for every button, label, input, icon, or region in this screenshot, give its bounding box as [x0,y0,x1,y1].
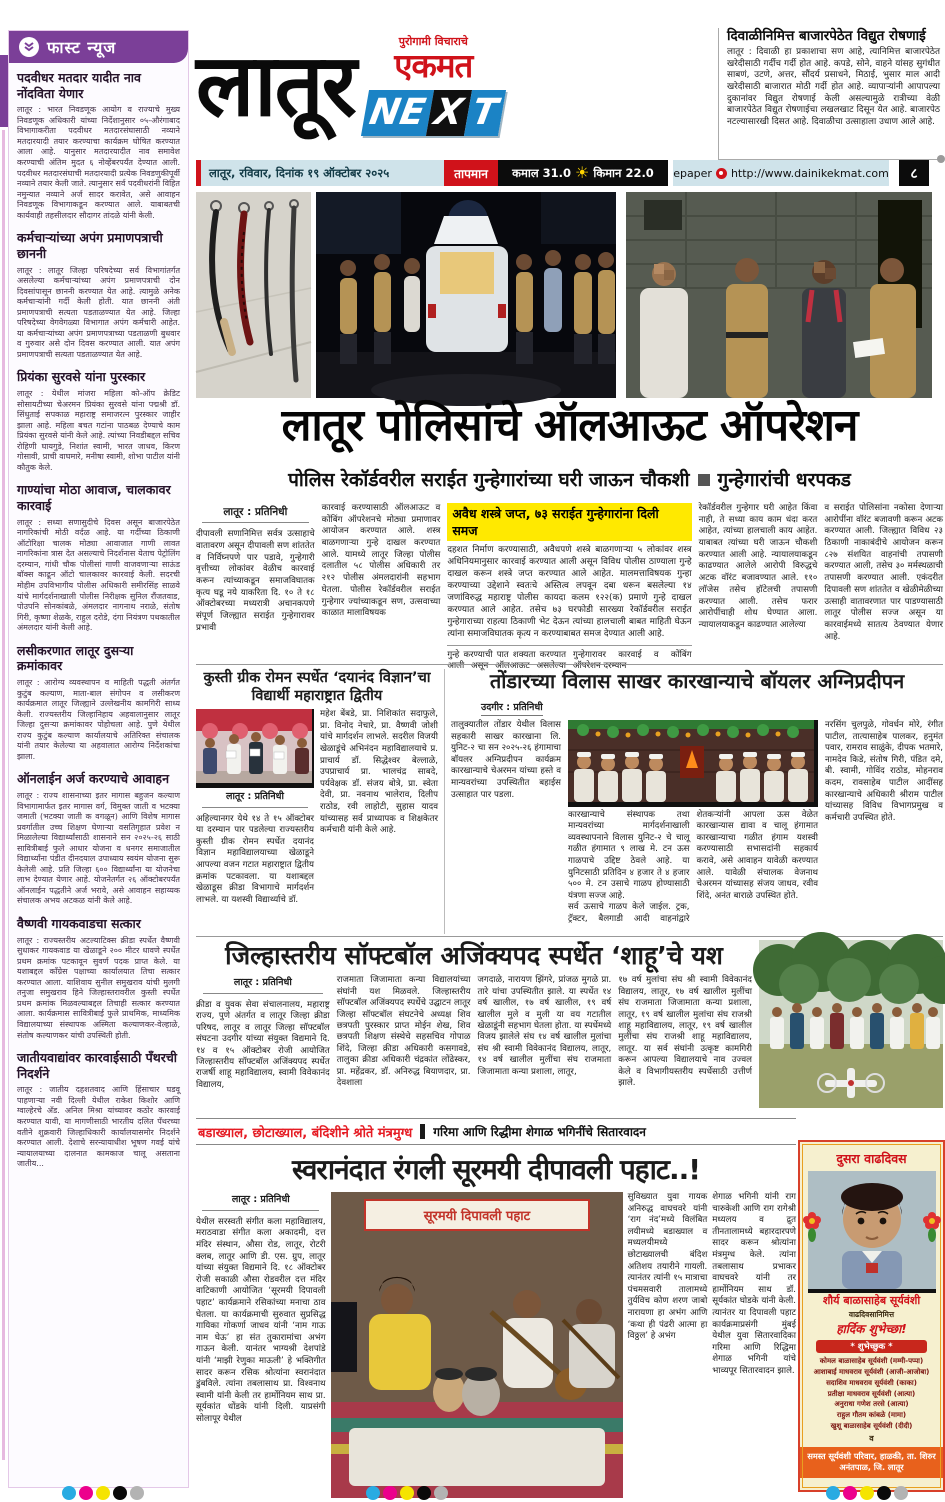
magenta-dot [843,1486,857,1500]
fast-news-item [9,362,188,475]
fast-news-header [9,31,188,63]
softball-col4: १७ वर्ष मुलांचा संघ श्री स्वामी विवेकानंद विद्यालय, लातूर, १७ वर्ष खालील मुलींचा संघ राजमाता जिजामाता कन्या प्रशाला, लातूर, १९ वर्ष खालील मुलांचा संघ राजश्री शाहू महाविद्यालय, लातूर, १९ वर्ष खालील मुलींचा संघ राजश्री शाहू महाविद्यालय, लातूर. या सर्व संघांनी उत्कृष्ट कामगिरी करून आपल्या विद्यालयाचे नाव उज्वल केले व विभागीयस्तरीय स्पर्धेसाठी उत्तीर्ण झाले. [618,975,752,1089]
kicker-black-text: गरिमा आणि रिद्धीमा शेगाळ भगिनींचे सितारवादन [433,1125,646,1139]
softball-col3: जगदाळे, नारायण झिंगरे, प्रांजळ मुगळे प्रा. तारे यांचा उपस्थितीत झाले. या स्पर्धेत १४ वर्ष खालील, १७ वर्ष खालील, १९ वर्ष खालील मुले व मुली या वय गटातील खेळाडूंनी सहभाग घेतला होता. या स्पर्धेमध्ये विजय झालेले संघ १४ वर्ष खालील मुलांचा संघ श्री स्वामी विवेकानंद विद्यालय, लातूर, १४ वर्ष खालील मुलींचा संघ राजमाता जिजामाता कन्या प्रशाला, लातूर, [477,975,612,1077]
main-headline: लातूर पोलिसांचे ऑलआऊट ऑपरेशन [281,400,858,451]
boiler-center-text [568,810,818,926]
brand-block [365,26,502,156]
top-right-article [718,28,942,160]
fast-news-title: फास्ट न्यूज [47,38,117,57]
boiler-col-a: तालुक्यातील तोंडार येथील विलास सहकारी साखर कारखाना लि. युनिट-२ चा सन २०२५-२६ हंगामाचा बॉयलर अग्निप्रदीपन कार्यक्रम कारखान्याचे चेअरमन यांच्या हस्ते व मान्यवरांच्या उपस्थितीत बहाईस उत्साहात पार पडला. [451,720,561,800]
next-logo [361,90,506,136]
main-article-col5: रेकॉर्डवरील गुन्हेगार घरी आहेत किंवा नाही, ते सध्या काय काम धंदा करत आहेत, त्यांच्या हालचाली काय आहेत. याबाबत त्यांच्या घरी जाऊन चौकशी करण्यात आली आहे. न्यायालयाकडून काढण्यात आलेले आरोपी विरुद्धचे अटक वॉरंट बजावण्यात आले. ११० लॉजेस तसेच हॉटेलची तपासणी करण्यात आली. तसेच फरार आरोपींचाही शोध घेण्यात आला. न्यायालयाकडून काढण्यात आलेल्या [698,503,818,630]
boiler-col-d: नरसिंग चुलपुळे, गोवर्धन मोरे, रंगीत पाटील, तात्यासाहेब पालकर, हनुमंत पवार, रामराव साळुंके, दीपक भतमारे, नामदेव किडे, संतोष गिरी, पंडित दमे, बी. स्वामी, गोविंद राठोड, मोहनराव कदम, रावसाहेब पाटील आदींसह कारखान्याचे अधिकारी श्रीराम पाटील यांच्यासह विविध विभागप्रमुख व कर्मचारी उपस्थित होते. [825,720,943,823]
fast-news-item [9,475,188,635]
cyan-dot [62,1486,76,1500]
music-col4: शेगाळ भगिनी यांनी राग चारुकेशी आणि राग रागेश्री मध्यलय व द्रुत तीनतालामध्ये बहारदारपणे सादर करून श्रोत्यांना मंत्रमुग्ध केले. त्यांना तबलासाथ प्रभाकर वाघचवरे यांनी तर हार्मोनियम साथ डॉ. सूर्यकांत घोडके यांनी केली. त्यानंतर या दिपावली पहाट कार्यक्रमाप्रसंगी मुंबई येथील युवा सितारवादिका गरिमा आणि रिद्धिमा शेगाळ भगिनी यांचे भाव्यपूर सितारवादन झाले. [712,1192,797,1376]
fast-news-item [9,223,188,362]
fast-news-item-title: लसीकरणात लातूर दुसऱ्या क्रमांकावर [17,642,134,674]
registration-marks [826,1486,908,1500]
min-temp-label: किमान [593,165,622,180]
fast-news-item-body: लातूर : राज्य शासनाच्या इतर मागास बहुजन कल्याण विभागामार्फत इतर मागास वर्ग, विमुक्त जाती व भटक्या जमाती (भटक्या जाती क वगळून) आणि विशेष मागास प्रवर्गातील उच्च शिक्षण घेणाऱ्या वसतिगृहात प्रवेश न मिळालेल्या विद्यार्थ्यांसाठी शासनाने सन २०२५-२६ साठी सावित्रीबाई फुले आधार योजना व धनगर समाजातील विद्यार्थ्यांना पंडीत दीनदयाल उपाध्याय स्वयंम योजना सुरू केलेली आहे. प्रति जिल्हा ६०० विद्यार्थ्यांना या योजनेचा लाभ देण्यात येणार आहे. योजनेतर्गत २६ ऑक्टोबरपर्यंत ऑनलाईन पद्धतीने अर्ज भरावे, असे आवाहन सहाय्यक संचालक अभय अटकळ यांनी केले आहे. [17,790,180,906]
wisher-name: सदाशिव माधवराव सूर्यवंशी (काका) [826,1378,917,1387]
left-accent-bar [0,55,8,127]
music-article [196,1118,796,1496]
middle-row [196,664,943,934]
birthday-footer: समस्त सूर्यवंशी परिवार, हाळकी, ता. शिरुर अनंतपाळ, जि. लातूर [800,1447,943,1478]
max-temp-label: कमाल [512,165,539,180]
wisher-name: कोमल बाळासाहेब सूर्यवंशी (मम्मी-पप्पा) [819,1357,924,1365]
yellow-dot [96,1486,110,1500]
wisher-name: अनुराधा गणेश तरसे (आत्या) [834,1400,909,1409]
flower-icon [922,1211,942,1247]
fast-news-item-body: लातूर : भारत निवडणूक आयोग व राज्याचे मुख्य निवडणूक अधिकारी यांच्या निर्देशानुसार ०५-औरंगाबाद विभागाकरीता पदवीधर मतदारसंघासाठी नव्याने मतदारयादी तयार करण्याचा कार्यक्रम घोषित करण्यात आला आहे. यानुसार मतदारयादीत नाव समावेश करण्याची अंतिम मुदत ६ नोव्हेंबरपर्यंत देण्यात आली. पदवीधर मतदारसंघाची मतदारयादी प्रत्येक निवडणुकीपूर्वी नव्याने तयार केली जाते. त्यानुसार सर्व पदवीधरांनी विहित नमुन्यात नव्याने अर्ज सादर करावेत, असे आवाहन निवडणूक विभागाकडून करण्यात आले. याबाबतची कार्यवाही तहसीलदार सौदागर तांदळे यांनी केली. [17,105,180,220]
photo-softball-teams [759,940,943,1108]
date-text: लातूर, रविवार, दिनांक १९ ऑक्टोबर २०२५ [196,160,444,186]
dateline-bar [196,160,943,186]
fast-news-item-title: पदवीधर मतदार यादीत नाव नोंदविता येणार [17,70,141,101]
softball-article [196,936,943,1116]
main-article-col1 [196,503,315,673]
main-content [196,0,943,1501]
boiler-col-c: सर्व ऊसाचे गाळप केले जाईल. ट्रक, ट्रॅक्टर, बैलगाडी आदी वाहनांद्वारे शेतकऱ्यांनी आपला ऊस वेळेत कारखान्यास द्यावा व चालू हंगामात कारखान्याचा गळीत हंगाम यशस्वी करण्यासाठी सभासदांनी सहकार्य करावे, असे आवाहन यावेळी करण्यात आले. यावेळी संचालक वेजनाथ चेअरमन यांच्यासह संजय जाधव, रवीव शिंदे, अनंत बाराळे उपस्थित होते. [568,809,818,924]
fast-news-item-title: वैष्णवी गायकवाडचा सत्कार [17,915,141,931]
music-col1 [196,1192,326,1498]
cyan-dot [826,1486,840,1500]
square-separator-icon [698,474,710,486]
sub-headline-right: गुन्हेगारांची धरपकड [717,469,851,491]
kicker-separator-icon [420,1124,425,1139]
yellow-dot [400,1486,414,1500]
epaper-label: epaper [673,166,712,180]
flower-icon [802,1211,822,1247]
softball-col1 [196,975,330,1103]
sub-headline-left: पोलिस रेकॉर्डवरील सराईत गुन्हेगारांच्या घरी जाऊन चौकशी [288,469,690,491]
svg-text:सूरमयी दिपावली पहाट: सूरमयी दिपावली पहाट [423,1209,530,1224]
fast-news-item-body: लातूर : लातूर जिल्हा परिषदेच्या सर्व विभागांतर्गत असलेल्या कर्मचाऱ्यांच्या अपंग प्रमाणपत्राची दोन दिवसांपासून छाननी करण्यात येत आहे. त्यामुळे अनेक कर्मचाऱ्यांनी गर्दी केली होती. यात छाननी अंती प्रमाणपत्राची सत्यता पडताळण्यात येत आहे. जिल्हा परिषदेच्या वेगवेगळ्या विभागात अपंग कर्मचारी आहेत. या कर्मचाऱ्यांच्या अपंग प्रमाणपत्राच्या पडताळणी बुधवार व गुरुवार असे दोन दिवस करण्यात आली. यात अपंग प्रमाणपत्राची सत्यता पडताळण्यात येत आहे. [17,265,180,359]
fast-news-item-title: कर्मचाऱ्यांच्या अपंग प्रमाणपत्राची छाननी [17,230,163,261]
wisher-name: राहुल गौतम कांबळे (मामा) [836,1411,907,1420]
fast-news-item [9,636,188,765]
photo-boiler-ceremony [568,720,818,807]
wrestling-byline: लातूर : प्रतिनिधी [202,791,308,808]
photo-birthday-child [808,1274,936,1293]
vertical-divider [444,669,445,934]
main-article [196,503,943,672]
wisher-name: खुशू बाळासाहेब सूर्यवंशी (दीदी) [830,1422,913,1431]
fast-news-item-title: प्रियंका सुरवसे यांना पुरस्कार [17,369,146,385]
epaper-url[interactable]: http://www.dainikekmat.com [730,166,889,180]
softball-col1-text: क्रीडा व युवक सेवा संचालनालय, महाराष्ट्र राज्य, पुणे अंतर्गत व लातूर जिल्हा क्रीडा परिषद, लातूर व लातूर जिल्हा सॉफ्टबॉल संघटना उदगीर यांच्या संयुक्त विद्यमाने दि. १४ व १५ ऑक्टोबर रोजी आयोजित जिल्हास्तरीय सॉफ्टबॉल अजिंक्यपद स्पर्धेत राजर्षी शाहू महाविद्यालय, स्वामी विवेकानंद विद्यालय, [196,999,330,1090]
birthday-and: व [869,1433,874,1443]
epaper-globe-icon [716,168,727,179]
fast-news-item-body: लातूर : येथील मांजरा महिला को-ऑप क्रेडिट सोसायटीच्या चेअरमन प्रियंका सुरवसे यांना पद्मश्री डॉ. सिंधुताई सपकाळ महाराष्ट्र समाजरत्न पुरस्कार जाहीर झाला आहे. महिला बचत गटांना पाठबळ देण्याचे काम प्रियंका सुरवसे यांनी केले आहे. त्यांच्या निवडीबद्दल सचिव रोहिणी घायगुडे, निशांत स्वामी, भारत जाधव, किरण गोसावी, प्राची वाघमारे, मनीषा स्वामी, शोभा पाटील यांनी कौतुक केले. [17,389,180,472]
boiler-article [451,669,943,934]
main-article-col6: व सराईत पोलिसांना नकोसा देणाऱ्या आरोपींना वॉरंट बजावणी करून अटक करण्यात आली. जिल्ह्यात विविध २३ ठिकाणी नाकाबंदीचे आयोजन करून ८२७ संशयित वाहनांची तपासणी करण्यात आली, तसेच ३० मर्मस्थळाची तपासणी करण्यात आली. एकंदरीत दिपावली सण शांततेत व खेळीमेळीच्या उत्साही वातावरणात पार पाडण्यासाठी लातूर पोलीस सज्ज असून या कारवाईमध्ये सातत्य ठेवण्यात येणार आहे. [824,503,943,642]
main-article-center-bottom: गुन्हे करण्याची पात शक्यता करण्यात आली असून ऑलआऊट असलेल्या गुन्हेगारावर कारवाई व कोंबिंग ऑपरेशन दरम्यान [447,649,692,672]
fast-news-item-body: लातूर : जातीय दहशतवाद आणि हिंसाचार घडवू पाहणाऱ्या नवी दिल्ली येथील राकेश किशोर आणि ग्वाल्हेरचे अ‍ॅड. अनिल मिश्रा यांच्यावर कठोर कारवाई करण्यात यावी, या मागणीसाठी भारतीय दलित पँथरच्या वतीने शुक्रवारी जिल्हाधिकारी कार्यालयासमोर निदर्शने करण्यात आली. देशाचे सरन्यायाधीश भूषण गवई यांचे न्यायालयाच्या दालनात कामकाज चालू असताना जातीय... [17,1085,180,1169]
max-temp-value: 31.0 [542,166,572,180]
next-logo-t: T [463,90,506,136]
wisher-name: आशाबाई माधवराव सूर्यवंशी (आजी-आजोबा) [813,1367,930,1376]
wrestling-headline: कुस्ती ग्रीक रोमन स्पर्धेत ‘दयानंद विज्ञान’चा विद्यार्थी महाराष्ट्रात द्वितीय [203,670,431,705]
temperature-label: तापमान [444,160,498,186]
yellow-dot [860,1486,874,1500]
music-headline: स्वरानंदात रंगली सूरमयी दीपावली पहाट..! [291,1153,701,1186]
photo-seized-swords [196,192,311,398]
fast-news-item [9,1043,188,1172]
highlight-box: अवैध शस्त्रे जप्त, ७३ सराईत गुन्हेगारांना दिली समज [447,503,691,541]
photo-strip [196,192,943,398]
epaper-link[interactable] [673,160,889,186]
birthday-ad [798,1140,945,1492]
magenta-dot [383,1486,397,1500]
brand-name: एकमत [394,46,473,85]
wrestling-col-a [196,709,314,906]
wrestling-article [196,669,438,934]
main-article-col1-text: दीपावली सणानिमित्त सर्वत्र उत्साहाचे वातावरण असून दीपावली सण शांततेत व निर्विघ्नपणे पार पडावे, गुन्हेगारी वृत्तीच्या लोकांवर वेळीच कारवाई करून त्यांच्याकडून समाजविघातक कृत्य घडू नये याकरिता दि. १० ते १८ ऑक्टोबरच्या मध्यरात्री अचानकपणे संपूर्ण जिल्ह्यात सराईत गुन्हेगारावर प्रभावी [196,529,315,633]
next-logo-x: X [425,90,471,136]
top-article-body: लातूर : दिवाळी हा प्रकाशाचा सण आहे, त्यानिमित्त बाजारपेठेत खरेदीसाठी गर्दीच गर्दी होत आहे. कपडे, सोने, वाहने यांसह सुगंधीत साबणं, उटणे, अत्तर, सौंदर्य प्रसाधने, मिठाई, भुसार माल आदी खरेदीसाठी बाजारात मोठी गर्दी होत आहे. व्यापाऱ्यांनी आपापल्या दुकानांवर विद्युत रोषणाई केली असल्यामुळे रात्रीच्या वेळी बाजारपेठेत विद्युत रोषणाईचा लखलखाट दिसून येत आहे. बाजारपेठ नटल्यासारखी दिसत आहे. दिवाळीचा उत्साहाला उधाण आले आहे. [727,47,940,127]
left-thin-bar [2,130,5,1460]
birthday-header: दुसरा वाढदिवस [836,1151,907,1166]
softball-col2: राजमाता जिजामाता कन्या विद्यालयांच्या संघांनी यश मिळवले. जिल्हास्तरीय सॉफ्टबॉल अजिंक्यपद स्पर्धेचे उद्घाटन लातूर जिल्हा सॉफ्टबॉल संघटनेचे अध्यक्ष शिव छत्रपती पुरस्कार प्राप्त मोईन शेख, शिव छत्रपती शिक्षण संस्थेचे सहसचिव गोपाळ शिंदे, जिल्हा क्रीडा अधिकारी कसगावडे, तालुका क्रीडा अधिकारी चंद्रकांत लोंढेस्कर, प्रा. महेंद्रकर, डॉ. अनिरुद्ध बियाणदार, प्रा. देवशाला [336,975,471,1089]
fast-news-item-title: गाण्यांचा मोठा आवाज, चालकावर कारवाई [17,482,171,514]
photo-wrestling-winners [196,709,314,788]
registration-marks [366,1486,448,1500]
temperature-values [498,160,668,186]
fast-news-item-body: लातूर : सध्या सणासुदीचे दिवस असून बाजारपेठेत नागरिकांची मोठी वर्दळ आहे. या गर्दीच्या ठिकाणी ऑटोरिक्षा चालक मोठ्या आवाजात गाणी लावत नागरिकांना त्रास देत असल्याचे निदर्शनास येताच पेट्रोलिंग दरम्यान, गांधी चौक पोलीसां गाणी वाजवणाऱ्या साऊंड बॉक्स काढून ऑटो चालकावर कारवाई केली. सदरची मोहीम उपविभागीय पोलीस अधिकारी समीरसिंह साळवे यांचे मार्गदर्शनाखाली पोलीस निरीक्षक सुनिल रौंजतवाड, पोउपनि सोनकांबळे, अंमलदार नागनाथ नराळे, संतोष गिरी, कृष्णा शेळके, राहुल दरोडे, दंगा नियंत्रण पथकातील अंमलदार यांनी केली आहे. [17,517,180,633]
brand-tagline: पुरोगामी विचाराचे [398,35,468,48]
wrestling-col-b: महेश बेंबडे, प्रा. निशिकांत सदाफुले, प्रा. विनोद नेचारे, प्रा. वैष्णवी जोशी यांचे मार्गदर्शन लाभले. सदरील विजयी खेळाडूंचे अभिनंदन महाविद्यालयाचे प्र. प्राचार्य डॉ. सिद्धेश्वर बेल्लाळे, उपप्राचार्य प्रा. भालचंद्र साबदे, पर्यवेक्षक डॉ. संजय बोत्रे, प्रा. स्वेता देवी, प्रा. नवनाथ भालेराव, दिलीप राठोड, रवी लाहोटी, सुहास यादव यांच्यासह सर्व प्राध्यापक व शिक्षकेतर कर्मचारी यांनी केले आहे. [320,709,438,836]
kicker-red-text: बडाख्याल, छोटाख्याल, बंदिशीने श्रोते मंत्रमुग्ध [198,1125,413,1141]
black-dot [877,1486,891,1500]
masthead-title: लातूर [196,36,355,136]
black-dot [417,1486,431,1500]
boiler-col-b: कारखान्याचे संस्थापक तथा मान्यवरांच्या मार्गदर्शनाखाली व्यवस्थापनाने विलास युनिट-२ चे चालू गळीत हंगामात ९ लाख मे. टन ऊस गाळपाचे उद्दिष्ट ठेवले आहे. या युनिटसाठी प्रतिदिन ४ हजार ते ४ हजार ५०० मे. टन उसाचे गाळप होण्यासाठी यंत्रणा सज्ज आहे. [568,809,690,901]
music-col1-text: येथील सरस्वती संगीत कला महाविद्यालय, मराठवाडा संगीत कला अकादमी, दत्त मंदिर संस्थान, औसा रोड, लातूर, रोटरी क्लब, लातूर आणि डी. एस. ग्रुप, लातूर यांच्या संयुक्त विद्यमाने दि. १८ ऑक्टोबर रोजी सकाळी औसा रोडवरील दत्त मंदिर वाटिकाणी आयोजित ‘सूरमयी दिपावली पहाट’ कार्यक्रमाने रसिकांच्या मनाचा ठाव घेतला. या कार्यक्रमाची सुरुवात सुप्रसिद्ध गायिका गोकर्णा जाधव यांनी ‘नाम गाऊ नाम घेऊ’ हा संत तुकारामांचा अभंग गाऊन केली. यानंतर भाग्यश्री देशपांडे यांनी ‘माझी रेणुका माऊली’ हे भक्तिगीत सादर करून रसिक श्रोत्यांना स्वरानंदात डुंबविले. त्यांना तबलासाथ प्रा. विश्वनाथ स्वामी यांनी केली तर हार्मोनियम साथ प्रा. सूर्यकांत धोंडके यांनी दिली. याप्रसंगी सोलापूर येथील [196,1216,326,1424]
min-temp-value: 22.0 [625,166,654,180]
cyan-dot [366,1486,380,1500]
kicker-bar [196,1119,796,1145]
top-article-headline: दिवाळीनिमित्त बाजारपेठेत विद्युत रोषणाई [727,28,926,44]
birthday-wish: हार्दिक शुभेच्छा! [836,1322,907,1336]
fast-news-item-body: लातूर : आरोग्य व्यवस्थापन व माहिती पद्धती अंतर्गत कुटुंब कल्याण, माता-बाल संगोपन व लसीकरण कार्यक्रमात लातूर जिल्ह्याने उल्लेखनीय कामगिरी साध्य केली. राज्यस्तरीय जिल्हानिहाय अहवालानुसार लातूर जिल्हा दुसऱ्या क्रमांकावर पोहोचला आहे. पुणे येथील राज्य कुटुंब कल्याण कार्यालयाचे अतिरिक्त संचालक यांनी तयार केलेल्या या अहवालात आरोग्य निर्देशकांचा झाला. [17,677,180,761]
fast-news-sidebar [8,30,189,1488]
registration-marks [62,1486,144,1500]
gray-dot [130,1486,144,1500]
gray-dot [894,1486,908,1500]
photo-doorstep-inquiry [626,192,932,398]
black-dot [113,1486,127,1500]
main-article-col2: कारवाई करण्यासाठी ऑलआऊट व कोंबिंग ऑपरेशनचे मोठ्या प्रमाणावर आयोजन करण्यात आले. शस्त्र बाळगणाऱ्या गुन्हे दाखल करण्यात आले. यामध्ये लातूर जिल्हा पोलीस दलातील ५८ पोलीस अधिकारी तर २१२ पोलीस अंमलदारांनी सहभाग घेतला. पोलीस रेकॉर्डवरील सराईत गुन्हेगार ज्यांच्याकडून सण, उत्सवाच्या काळात मालाविषयक [321,503,441,619]
fast-news-item-title: जातीयवाद्यांवर कारवाईसाठी पँथरची निदर्शने [17,1050,178,1081]
boiler-byline: उदगीर : प्रतिनिधी [481,700,543,716]
softball-byline: लातूर : प्रतिनिधी [203,977,323,994]
fast-news-item [9,63,188,223]
birthday-occasion: वाढदिवसानिमित्त [848,1310,895,1319]
fast-news-item-body: लातूर : राज्यस्तरीय अटल्याटिक्स क्रीडा स्पर्धेत वैष्णवी सुधाकर गायकवाड या खेळाडूने २०० मीटर धावणे स्पर्धेत प्रथम क्रमांक पटकावून सुवर्ण पदक प्राप्त केले. या यशाबद्दल काँग्रेस पक्षाच्या कार्यालयात तिचा सत्कार करण्यात आला. याशिवाय सुनील समुखराव यांची मुलगी तनुजा समुखराव हिने जिल्हास्तरावरील कुस्ती स्पर्धेत प्रथम क्रमांक मिळवल्याबद्दल तिचाही सत्कार करण्यात आला. कार्यक्रमास सावित्रीबाई फुले प्राथमिक, माध्यमिक विद्यालयाच्या संस्थापक अस्मिता कल्याणकर-वेल्हाळे, संतोष कल्याणकर यांची उपस्थिती होती. [17,935,180,1040]
birthday-child-name: शौर्य बाळासाहेब सूर्यवंशी [822,1294,921,1307]
photo-police-night-check [316,192,616,398]
main-article-center [447,503,691,673]
softball-headline: जिल्हास्तरीय सॉफ्टबॉल अजिंक्यपद स्पर्धेत ‘शाहू’चे यश [225,941,723,970]
wisher-name: प्रतीक्षा माधवराव सूर्यवंशी (आत्या) [827,1389,916,1398]
main-article-center-body: दहशत निर्माण करण्यासाठी, अवैधपणे शस्त्रे बाळगणाऱ्या ५ लोकांवर शस्त्र अधिनियमानुसार कारवाई करण्यात आली असून विविध पोलीस ठाण्याला गुन्हे दाखल करून शस्त्रे जप्त करण्यात आले आहेत. मालमत्ताविषयक गुन्हा करण्याच्या उद्देशाने स्वतःचे अस्तित्व लपवून दबा धरून बसलेल्या १४ जणांविरुद्ध महाराष्ट्र पोलीस कायदा कलम १२२(क) प्रमाणे गुन्हे दाखल करण्यात आले आहेत. तसेच ७३ घरफोडी सारख्या रेकॉर्डवरील सराईत गुन्हेगाराच्या राहत्या ठिकाणी भेट देऊन त्यांच्या हालचाली बाबत माहिती घेऊन त्यांना समाजविघातक कृत्य न करण्याबाबत समज देण्यात आली आहे. [447,545,691,646]
photo-sitar-performance [331,1192,623,1498]
sub-headline [196,466,943,492]
page-number: ८ [899,160,929,186]
gray-dot [434,1486,448,1500]
double-chevron-down-icon [19,37,39,57]
birthday-ribbon: * शुभेच्छुक * [816,1340,927,1353]
fast-news-item [9,909,188,1043]
masthead [196,26,716,156]
boiler-headline: तोंडारच्या विलास साखर कारखान्याचे बॉयलर अग्निप्रदीपन [489,669,905,693]
next-logo-ne: NE [361,90,434,136]
music-byline: लातूर : प्रतिनिधी [202,1194,319,1211]
fast-news-item-title: ऑनलाईन अर्ज करण्याचे आवाहन [17,771,170,787]
main-article-byline: लातूर : प्रतिनिधी [202,505,309,523]
sun-icon: ☀ [575,163,590,182]
music-col3: सुविख्यात युवा गायक अनिरुद्ध वाघचवरे यांनी ‘राग नंद’मध्ये विलंबित लयीमध्ये बडाख्याल व मध्यलयीमध्ये छोटाख्यालची बंदिश अतिशय तयारीने गायली. त्यानंतर त्यांनी १५ मात्राचा पंचमसवारी तालामध्ये तुर्यविच कोण शरण जाबो नारायणा हा अभंग आणि ‘कथा ही पंढरी आत्मा हा विठ्ठल’ हे अभंग [627,1192,708,1342]
fast-news-item [9,764,188,909]
magenta-dot [79,1486,93,1500]
birthday-wishers [806,1356,937,1432]
wrestling-col-a-text: अहिल्यानगर येथे १४ ते १५ ऑक्टोबर या दरम्यान पार पडलेल्या राज्यस्तरीय कुस्ती ग्रीक रोमन स्पर्धेत दयानंद विज्ञान महाविद्यालयाच्या खेळाडूने आपल्या वजन गटात महाराष्ट्रात द्वितीय क्रमांक पटकावला. या यशाबद्दल खेळाडूस क्रीडा विभागाचे मार्गदर्शन लाभले. या यशस्वी विद्यार्थ्याचे डॉ. [196,813,314,905]
boiler-center [568,720,818,926]
